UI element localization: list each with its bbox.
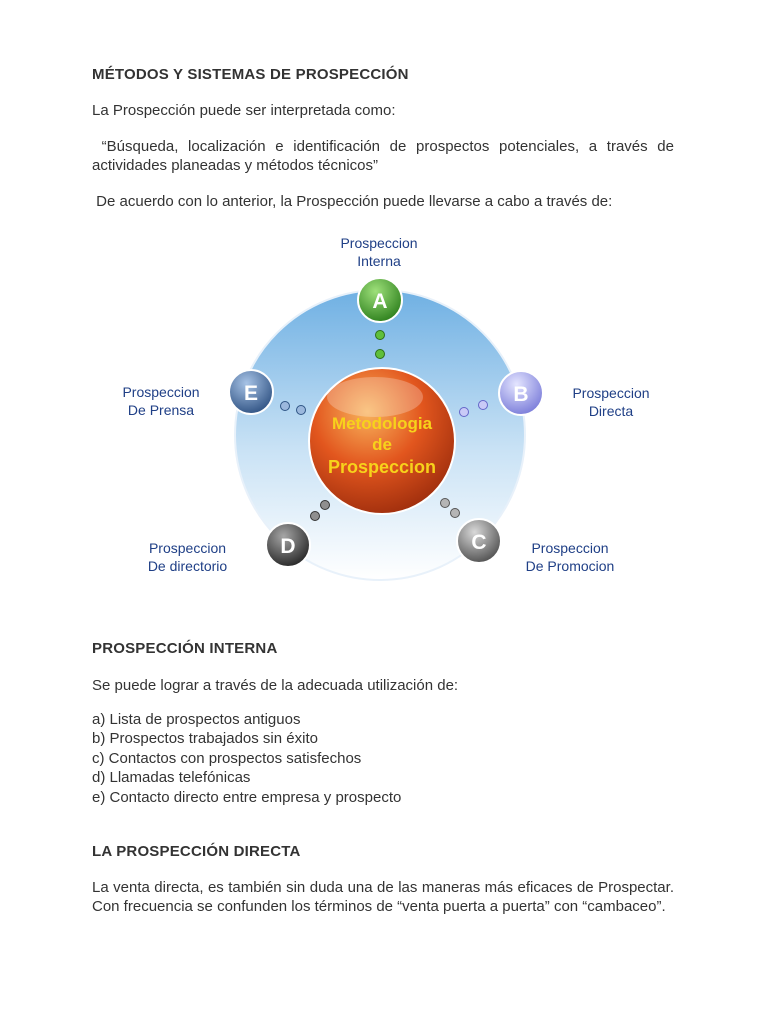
section-interna-intro: Se puede lograr a través de la adecuada utilización de: [92, 677, 459, 694]
section-interna-heading: PROSPECCIÓN INTERNA [92, 640, 278, 657]
node-c [457, 519, 501, 563]
node-d-label-line-2: De directorio [147, 558, 228, 574]
node-c-label-line-2: De Promocion [525, 558, 615, 574]
list-item: a) Lista de prospectos antiguos [92, 711, 301, 728]
node-a-label-line-1: Prospeccion [340, 235, 418, 251]
node-e-label-line-2: De Prensa [127, 402, 195, 418]
list-item: b) Prospectos trabajados sin éxito [92, 730, 318, 748]
node-a [358, 278, 402, 322]
node-b-letter: B [513, 383, 529, 406]
node-d-label [130, 539, 245, 575]
center-text-line-1: Metodologia [331, 414, 433, 433]
node-a-letter: A [372, 290, 388, 313]
node-b-label-line-1: Prospeccion [572, 385, 650, 401]
definition-quote-text: “Búsqueda, localización e identificación de prospectos potenciales, a través de actividades planeadas y métodos técnicos” [92, 138, 674, 174]
node-d-label-line-1: Prospeccion [148, 540, 227, 556]
node-a-label-line-2: Interna [357, 253, 401, 269]
node-a-label [324, 234, 434, 270]
node-b-label-line-2: Directa [588, 403, 634, 419]
center-text-line-3: Prospeccion [327, 457, 437, 477]
node-c-label [510, 539, 630, 575]
prospecting-methods-diagram [100, 225, 680, 590]
node-e-label-line-1: Prospeccion [122, 384, 200, 400]
node-d-letter: D [280, 535, 296, 558]
intro-text: La Prospección puede ser interpretada como: [92, 102, 396, 119]
node-e [229, 370, 273, 414]
main-heading: MÉTODOS Y SISTEMAS DE PROSPECCIÓN [92, 66, 409, 83]
list-item: e) Contacto directo entre empresa y prospecto [92, 788, 402, 806]
node-b-label [556, 384, 666, 420]
center-text-line-2: de [372, 435, 392, 454]
node-c-label-line-1: Prospeccion [531, 540, 609, 556]
definition-quote [92, 137, 674, 175]
section-interna-list [92, 710, 401, 807]
section-directa-heading: LA PROSPECCIÓN DIRECTA [92, 843, 301, 860]
node-b [499, 371, 543, 415]
lead-in-text [92, 192, 674, 211]
section-directa-body: La venta directa, es también sin duda una de las maneras más eficaces de Prospectar. Con frecuencia se confunden los términos de “venta puerta a puerta” con “cambaceo”. [92, 879, 674, 915]
list-item: c) Contactos con prospectos satisfechos [92, 749, 362, 767]
node-e-letter: E [243, 382, 259, 405]
node-d [266, 523, 310, 567]
lead-in-text-content: De acuerdo con lo anterior, la Prospección puede llevarse a cabo a través de: [96, 193, 613, 210]
node-e-label [106, 383, 216, 419]
node-c-letter: C [471, 531, 487, 554]
list-item: d) Llamadas telefónicas [92, 769, 251, 787]
